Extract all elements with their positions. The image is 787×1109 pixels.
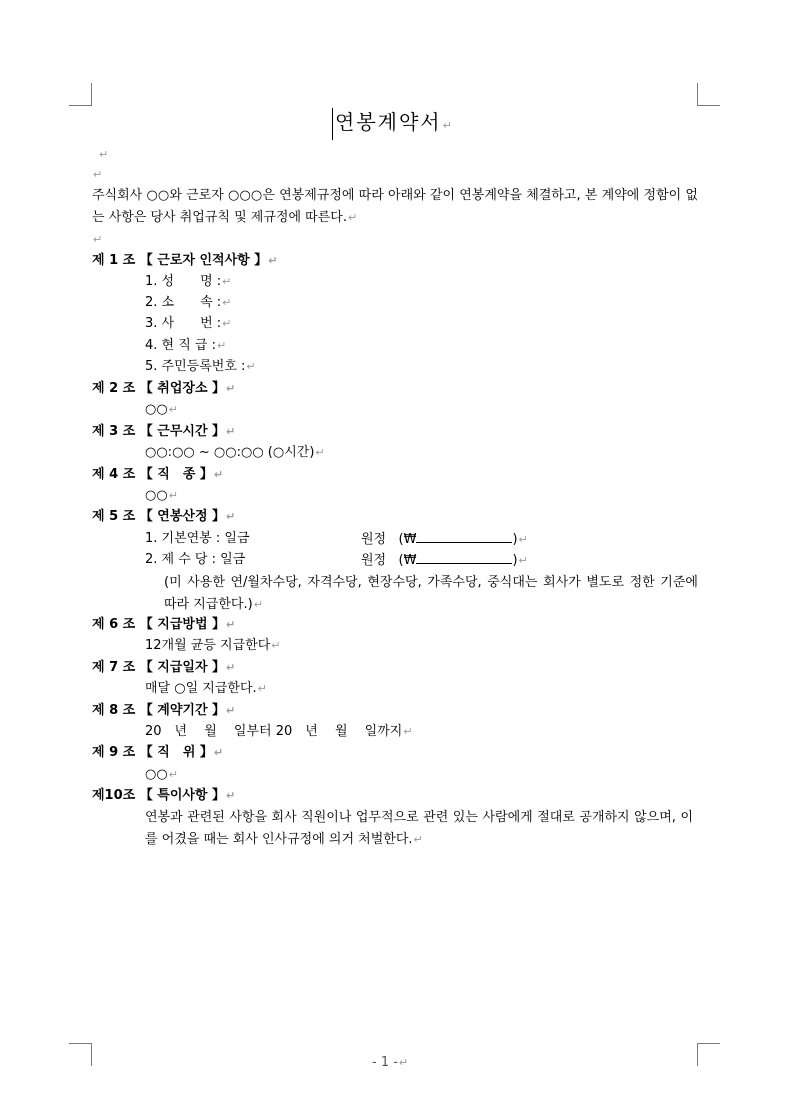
article-9-body: ○○↵ [145,767,178,782]
article-1-item-idnum: 5. 주민등록번호 :↵ [145,359,256,374]
intro-paragraph: 주식회사 ○○와 근로자 ○○○은 연봉제규정에 따라 아래와 같이 연봉계약을 체결하고, 본 계약에 정함이 없는 사항은 당사 취업규칙 및 제규정에 따른다.↵ [92,188,698,225]
page-number: - 1 -↵ [372,1055,409,1070]
article-2-heading: 제 2 조 【 취업장소 】↵ [92,381,236,396]
article-10-body: 연봉과 관련된 사항을 회사 직원이나 업무적으로 관련 있는 사람에게 절대로 공개하지 않으며, 이를 어겼을 때는 회사 인사규정에 의거 처벌한다.↵ [145,810,693,847]
article-5-allowance-amount[interactable]: 원정 (₩ )↵ [361,553,528,568]
article-3-heading: 제 3 조 【 근무시간 】↵ [92,424,236,439]
article-5-heading: 제 5 조 【 연봉산정 】↵ [92,509,236,524]
article-5-base-salary: 1. 기본연봉 : 일금 [145,531,250,546]
empty-paragraph: ↵ [93,233,103,246]
article-7-body: 매달 ○일 지급한다.↵ [145,681,267,696]
article-5-allowance: 2. 제 수 당 : 일금 [145,552,246,567]
article-8-body: 20 년 월 일부터 20 년 월 일까지↵ [145,724,413,739]
article-4-body: ○○↵ [145,488,178,503]
amount-blank[interactable] [416,551,512,564]
article-8-heading: 제 8 조 【 계약기간 】↵ [92,703,236,718]
article-9-heading: 제 9 조 【 직 위 】↵ [92,745,224,760]
document-title[interactable]: 연봉계약서↵ [332,108,454,140]
article-1-heading: 제 1 조 【 근로자 인적사항 】↵ [92,253,278,268]
article-10-heading: 제10조 【 특이사항 】↵ [92,788,236,803]
article-2-body: ○○↵ [145,402,178,417]
crop-mark-bottom-right [697,1043,720,1066]
article-1-item-dept: 2. 소 속 :↵ [145,295,232,310]
amount-blank[interactable] [416,530,512,543]
article-4-heading: 제 4 조 【 직 종 】↵ [92,467,224,482]
empty-paragraph: ↵ [99,148,109,161]
article-1-item-rank: 4. 현 직 급 :↵ [145,338,227,353]
article-1-item-empno: 3. 사 번 :↵ [145,316,232,331]
article-7-heading: 제 7 조 【 지급일자 】↵ [92,660,236,675]
crop-mark-bottom-left [69,1043,92,1066]
article-5-note: (미 사용한 연/월차수당, 자격수당, 현장수당, 가족수당, 중식대는 회사가 별도로 정한 기준에 따라 지급한다.)↵ [164,575,698,612]
article-3-body: ○○:○○ ~ ○○:○○ (○시간)↵ [145,445,325,460]
crop-mark-top-left [69,83,92,106]
crop-mark-top-right [697,83,720,106]
empty-paragraph: ↵ [93,168,103,181]
article-6-heading: 제 6 조 【 지급방법 】↵ [92,617,236,632]
article-6-body: 12개월 균등 지급한다↵ [145,638,281,653]
article-1-item-name: 1. 성 명 :↵ [145,274,232,289]
article-5-base-salary-amount[interactable]: 원정 (₩ )↵ [361,532,528,547]
